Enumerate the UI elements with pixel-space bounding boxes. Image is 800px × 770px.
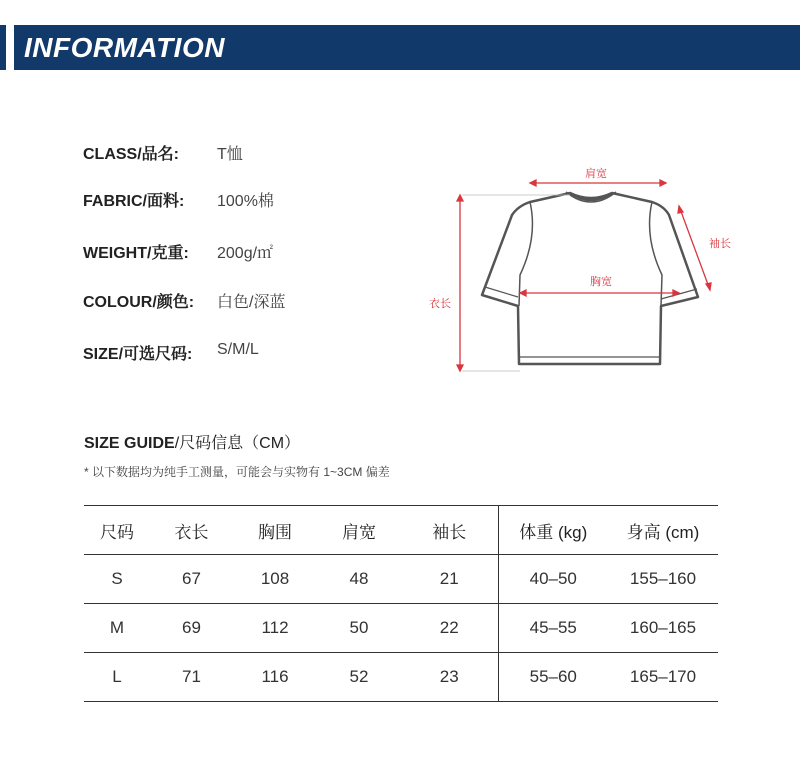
table-cell: 116 xyxy=(261,667,289,686)
column-header: 肩宽 xyxy=(342,522,376,542)
table-row xyxy=(84,604,718,653)
size-guide-title-rest: /尺码信息（CM） xyxy=(174,435,301,452)
spec-key: FABRIC/面料: xyxy=(83,193,185,210)
table-cell: 155–160 xyxy=(629,569,697,588)
spec-key: CLASS/品名: xyxy=(83,146,180,163)
table-cell: 23 xyxy=(439,667,459,686)
table-cell: 165–170 xyxy=(629,667,697,686)
table-cell: 67 xyxy=(182,569,201,588)
spec-value: 200g/㎡ xyxy=(217,245,274,262)
column-header: 身高 (cm) xyxy=(626,522,700,542)
table-cell: 48 xyxy=(349,569,369,588)
column-header: 尺码 xyxy=(100,522,134,542)
spec-value: 100%棉 xyxy=(217,193,274,210)
sleeve-label: 袖长 xyxy=(709,237,731,250)
measure-lines xyxy=(457,180,711,371)
spec-class xyxy=(83,141,243,164)
table-cell: 71 xyxy=(182,667,201,686)
column-header: 袖长 xyxy=(432,522,467,542)
column-header: 衣长 xyxy=(174,522,209,542)
table-cell: 52 xyxy=(349,667,369,686)
table-cell: 21 xyxy=(439,569,459,588)
spec-colour xyxy=(83,289,286,312)
spec-key: COLOUR/颜色: xyxy=(83,294,195,311)
table-cell: L xyxy=(112,667,122,686)
shoulder-label: 肩宽 xyxy=(585,167,607,180)
spec-weight xyxy=(83,240,274,263)
table-cell: 160–165 xyxy=(629,618,697,637)
table-row xyxy=(84,555,718,604)
guide-lines xyxy=(462,195,570,371)
chest-label: 胸宽 xyxy=(590,275,612,288)
size-guide-title xyxy=(84,430,300,453)
table-row xyxy=(84,653,718,702)
length-label: 衣长 xyxy=(429,297,451,310)
table-cell: 22 xyxy=(439,618,459,637)
banner-accent xyxy=(0,25,6,70)
size-guide-note: * 以下数据均为纯手工测量，可能会与实物有 1~3CM 偏差 xyxy=(84,465,390,479)
spec-size xyxy=(83,341,259,364)
spec-key: WEIGHT/克重: xyxy=(83,245,189,262)
spec-value: 白色/深蓝 xyxy=(217,294,286,311)
spec-fabric xyxy=(83,188,274,211)
table-cell: 50 xyxy=(349,618,369,637)
table-cell: 69 xyxy=(182,618,201,637)
page-title: INFORMATION xyxy=(24,32,225,63)
table-cell: 55–60 xyxy=(498,653,608,702)
size-table xyxy=(84,505,718,702)
column-header: 胸围 xyxy=(258,522,292,542)
table-header-row xyxy=(84,506,718,555)
table-cell: 45–55 xyxy=(498,604,608,653)
tshirt-measurement-diagram xyxy=(420,155,740,390)
table-cell: S xyxy=(111,569,123,588)
spec-value: S/M/L xyxy=(217,341,259,358)
size-guide-title-bold: SIZE GUIDE xyxy=(84,435,175,452)
table-cell: M xyxy=(109,618,125,637)
table-cell: 40–50 xyxy=(498,555,608,604)
spec-key: SIZE/可选尺码: xyxy=(83,346,193,363)
column-header: 体重 (kg) xyxy=(498,506,608,555)
table-cell: 108 xyxy=(260,569,290,588)
table-cell: 112 xyxy=(261,618,289,637)
spec-value: T恤 xyxy=(217,146,243,163)
